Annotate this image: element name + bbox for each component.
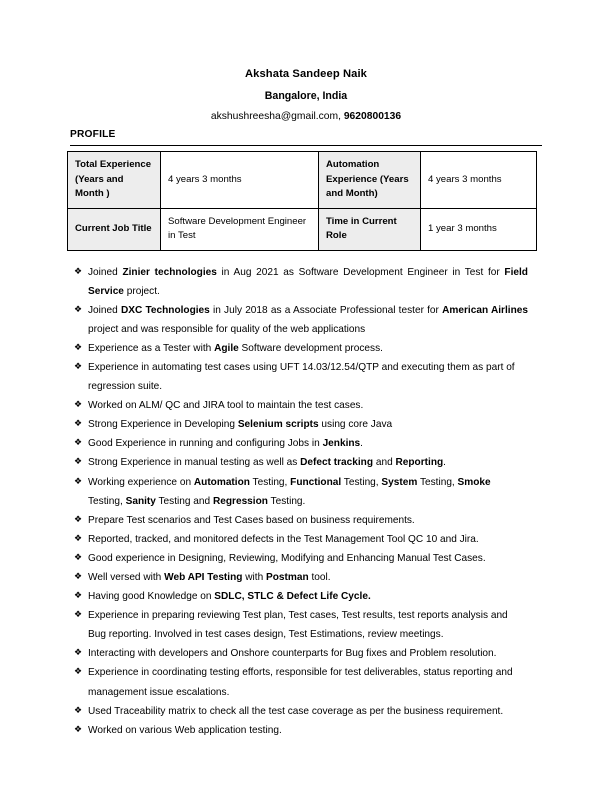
list-item-text: [88, 553, 486, 564]
emphasis-text: Web API Testing: [164, 572, 243, 583]
plain-text: Testing,: [341, 476, 382, 488]
list-item-text: [88, 419, 392, 430]
plain-text: project.: [123, 285, 160, 297]
list-item-text: [88, 362, 515, 392]
cell-current-job-title-value: Software Development Engineer in Test: [161, 208, 319, 250]
list-item-text: [88, 667, 513, 697]
list-item-text: [88, 648, 496, 659]
diamond-bullet-icon: ❖: [74, 724, 83, 735]
list-item-text: [88, 400, 363, 411]
diamond-bullet-icon: ❖: [74, 342, 83, 353]
plain-text: Prepare Test scenarios and Test Cases based on business requirements.: [88, 514, 415, 526]
emphasis-text: American Airlines: [442, 304, 528, 316]
diamond-bullet-icon: ❖: [74, 552, 83, 563]
list-item: [74, 702, 540, 721]
plain-text: in Aug 2021 as Software Development Engineer in Test for: [216, 266, 505, 278]
diamond-bullet-icon: ❖: [74, 572, 83, 582]
emphasis-text: Regression: [212, 495, 268, 507]
list-item-text: [88, 267, 528, 297]
emphasis-text: Zinier technologies: [122, 266, 217, 278]
candidate-contact: [0, 107, 612, 127]
cell-time-in-role-value: 1 year 3 months: [421, 208, 537, 250]
candidate-phone: 9620800136: [343, 111, 402, 122]
diamond-bullet-icon: ❖: [74, 419, 83, 430]
list-item: [74, 339, 540, 358]
diamond-bullet-icon: ❖: [74, 514, 83, 525]
plain-text: Testing,: [249, 476, 291, 488]
list-item: [74, 644, 540, 663]
diamond-bullet-icon: ❖: [74, 648, 83, 659]
diamond-bullet-icon: ❖: [74, 400, 83, 411]
emphasis-text: Automation: [193, 476, 250, 488]
list-item: [74, 473, 540, 511]
plain-text: Experience in automating test cases using UFT 14.03/12.54/QTP and executing them as part of regression suite.: [88, 361, 515, 393]
plain-text: Testing,: [417, 476, 458, 488]
plain-text: Joined: [88, 266, 123, 278]
list-item: [74, 301, 540, 339]
plain-text: Well versed with: [88, 572, 165, 583]
plain-text: Used Traceability matrix to check all the test case coverage as per the business requirement.: [88, 705, 504, 717]
plain-text: Interacting with developers and Onshore counterparts for Bug fixes and Problem resolution.: [88, 648, 497, 660]
list-item: [74, 663, 540, 701]
emphasis-text: Sanity: [125, 495, 156, 507]
cell-total-experience-value: 4 years 3 months: [161, 152, 319, 209]
diamond-bullet-icon: ❖: [74, 591, 83, 602]
diamond-bullet-icon: ❖: [74, 610, 83, 621]
plain-text: Experience in preparing reviewing Test plan, Test cases, Test results, test reports analysis and Bug reporting. Involved in test cases design, Test Estimations, review meetings.: [88, 610, 508, 641]
list-item: [74, 434, 540, 453]
emphasis-text: DXC Technologies: [120, 304, 210, 316]
diamond-bullet-icon: ❖: [74, 705, 83, 716]
emphasis-text: Defect tracking: [300, 457, 374, 469]
emphasis-text: Agile: [214, 342, 239, 354]
emphasis-text: Field Service: [88, 266, 528, 297]
plain-text: Software development process.: [238, 342, 383, 354]
list-item-text: [88, 515, 415, 526]
plain-text: Joined: [88, 304, 121, 316]
plain-text: Worked on various Web application testing.: [88, 724, 282, 736]
plain-text: with: [242, 572, 266, 583]
plain-text: Worked on ALM/ QC and JIRA tool to maintain the test cases.: [88, 400, 364, 412]
resume-header: [0, 0, 612, 127]
emphasis-text: Selenium scripts: [237, 419, 319, 431]
candidate-name: Akshata Sandeep Naik: [244, 68, 367, 80]
list-item: [74, 606, 540, 644]
emphasis-text: SDLC, STLC & Defect Life Cycle.: [214, 591, 371, 603]
emphasis-text: Reporting: [395, 457, 444, 469]
diamond-bullet-icon: ❖: [74, 476, 83, 487]
plain-text: .: [360, 438, 363, 450]
list-item: [74, 396, 540, 415]
list-item: [74, 415, 540, 434]
diamond-bullet-icon: ❖: [74, 266, 83, 277]
profile-summary-table: [67, 151, 537, 251]
diamond-bullet-icon: ❖: [74, 304, 83, 315]
emphasis-text: Functional: [290, 476, 342, 488]
cell-current-job-title-label: Current Job Title: [68, 208, 161, 250]
list-item-text: [88, 725, 282, 736]
list-item-text: [88, 591, 371, 602]
plain-text: Strong Experience in manual testing as well as: [88, 457, 301, 469]
candidate-location: Bangalore, India: [264, 90, 348, 102]
diamond-bullet-icon: ❖: [74, 667, 83, 678]
list-item: [74, 530, 540, 549]
diamond-bullet-icon: ❖: [74, 533, 83, 544]
section-heading-profile: PROFILE: [70, 129, 116, 140]
list-item-text: [88, 343, 383, 354]
diamond-bullet-icon: ❖: [74, 361, 83, 372]
plain-text: Good experience in Designing, Reviewing, Modifying and Enhancing Manual Test Cases.: [88, 552, 486, 564]
diamond-bullet-icon: ❖: [74, 438, 83, 449]
plain-text: project and was responsible for quality of the web applications: [88, 323, 366, 335]
list-item-text: [88, 477, 491, 507]
plain-text: Experience as a Tester with: [88, 342, 215, 354]
plain-text: Testing.: [267, 495, 306, 507]
table-row: [68, 152, 537, 209]
emphasis-text: Smoke: [457, 476, 491, 488]
cell-time-in-role-label: Time in Current Role: [319, 208, 421, 250]
profile-bullet-list: [0, 263, 612, 740]
list-item: [74, 721, 540, 740]
list-item: [74, 453, 540, 472]
plain-text: Experience in coordinating testing efforts, responsible for test deliverables, status reporting and management issue escalations.: [88, 667, 513, 698]
emphasis-text: Jenkins: [322, 438, 361, 450]
list-item-text: [88, 305, 528, 335]
emphasis-text: Postman: [266, 572, 309, 583]
plain-text: Good Experience in running and configuring Jobs in: [88, 438, 323, 450]
list-item: [74, 358, 540, 396]
list-item: [74, 511, 540, 530]
plain-text: in July 2018 as a Associate Professional tester for: [209, 304, 443, 316]
cell-total-experience-label: Total Experience (Years and Month ): [68, 152, 161, 209]
diamond-bullet-icon: ❖: [74, 457, 83, 468]
plain-text: Having good Knowledge on: [88, 591, 215, 603]
list-item: [74, 263, 540, 301]
list-item-text: [88, 457, 446, 468]
section-divider: [70, 145, 542, 146]
candidate-email: akshushreesha@gmail.com,: [210, 111, 341, 122]
plain-text: using core Java: [318, 419, 393, 431]
cell-automation-experience-value: 4 years 3 months: [421, 152, 537, 209]
list-item: [74, 549, 540, 568]
list-item: [74, 568, 540, 587]
list-item-text: [88, 572, 331, 583]
list-item-text: [88, 610, 508, 640]
plain-text: and: [373, 457, 396, 469]
plain-text: tool.: [308, 572, 331, 583]
plain-text: Reported, tracked, and monitored defects in the Test Management Tool QC 10 and Jira.: [88, 533, 479, 545]
table-row: [68, 208, 537, 250]
list-item: [74, 587, 540, 606]
list-item-text: [88, 438, 363, 449]
cell-automation-experience-label: Automation Experience (Years and Month): [319, 152, 421, 209]
plain-text: Strong Experience in Developing: [88, 419, 238, 431]
list-item-text: [88, 706, 503, 717]
plain-text: Working experience on: [88, 476, 194, 488]
plain-text: Testing,: [88, 495, 126, 507]
plain-text: Testing and: [155, 495, 213, 507]
list-item-text: [88, 534, 479, 545]
plain-text: .: [443, 457, 446, 469]
profile-table-body: [68, 152, 537, 251]
emphasis-text: System: [381, 476, 418, 488]
